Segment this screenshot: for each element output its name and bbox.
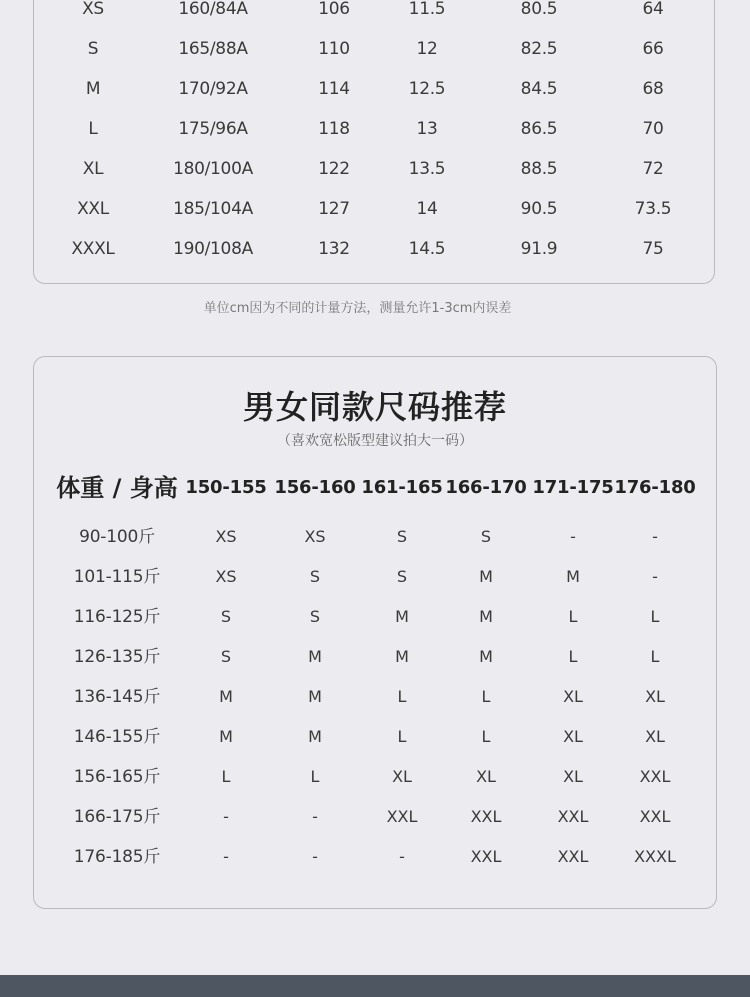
weight-range-label: 116-125斤 — [73, 607, 161, 627]
recommended-size-cell: - — [312, 847, 318, 866]
size-chart-cell: 70 — [642, 119, 664, 139]
size-chart-cell: 185/104A — [173, 199, 253, 219]
recommended-size-cell: XL — [563, 767, 583, 786]
size-chart-cell: 160/84A — [178, 0, 248, 19]
size-chart-cell: 80.5 — [520, 0, 558, 19]
recommendation-row — [0, 725, 750, 749]
recommended-size-cell: XXL — [557, 807, 589, 826]
size-chart-cell: 90.5 — [520, 199, 558, 219]
recommended-size-cell: M — [308, 647, 322, 666]
size-chart-cell: XS — [82, 0, 104, 19]
recommended-size-cell: - — [652, 527, 658, 546]
recommended-size-cell: XL — [563, 687, 583, 706]
recommended-size-cell: L — [481, 687, 491, 706]
size-chart-cell: 132 — [318, 239, 350, 259]
recommended-size-cell: S — [480, 527, 492, 546]
size-chart-row — [0, 117, 750, 141]
size-chart-cell: 122 — [318, 159, 350, 179]
height-range-header: 166-170 — [445, 477, 527, 498]
size-chart-cell: 66 — [642, 39, 664, 59]
size-chart-cell: S — [87, 39, 99, 59]
recommended-size-cell: - — [399, 847, 405, 866]
size-chart-cell: 114 — [318, 79, 350, 99]
recommended-size-cell: M — [395, 647, 409, 666]
recommendation-row — [0, 605, 750, 629]
size-chart-cell: 14.5 — [408, 239, 446, 259]
size-chart-cell: 68 — [642, 79, 664, 99]
size-chart-cell: 180/100A — [173, 159, 253, 179]
recommended-size-cell: L — [650, 647, 660, 666]
size-chart-cell: 106 — [318, 0, 350, 19]
size-chart-cell: L — [88, 119, 98, 139]
measurement-note: 单位cm因为不同的计量方法，测量允许1-3cm内误差 — [203, 301, 512, 316]
recommendation-row — [0, 685, 750, 709]
height-range-header: 171-175 — [532, 477, 614, 498]
size-chart-cell: 82.5 — [520, 39, 558, 59]
weight-range-label: 126-135斤 — [73, 647, 161, 667]
recommended-size-cell: XXL — [639, 767, 671, 786]
size-chart-cell: 86.5 — [520, 119, 558, 139]
recommended-size-cell: XXL — [470, 807, 502, 826]
recommended-size-cell: S — [220, 647, 232, 666]
size-chart-cell: 110 — [318, 39, 350, 59]
recommended-size-cell: XXXL — [634, 847, 676, 866]
weight-range-label: 146-155斤 — [73, 727, 161, 747]
recommended-size-cell: L — [397, 727, 407, 746]
recommended-size-cell: M — [308, 727, 322, 746]
recommendation-subtitle: （喜欢宽松版型建议拍大一码） — [277, 433, 473, 449]
recommendation-row — [0, 565, 750, 589]
recommended-size-cell: M — [308, 687, 322, 706]
recommended-size-cell: L — [650, 607, 660, 626]
recommended-size-cell: - — [312, 807, 318, 826]
weight-height-header: 体重 / 身高 — [56, 474, 178, 502]
recommended-size-cell: XL — [392, 767, 412, 786]
size-chart-cell: 12.5 — [408, 79, 446, 99]
recommended-size-cell: XL — [563, 727, 583, 746]
recommended-size-cell: M — [479, 647, 493, 666]
weight-range-label: 156-165斤 — [73, 767, 161, 787]
recommended-size-cell: L — [568, 607, 578, 626]
recommended-size-cell: M — [566, 567, 580, 586]
recommended-size-cell: M — [395, 607, 409, 626]
recommended-size-cell: M — [219, 687, 233, 706]
recommended-size-cell: L — [221, 767, 231, 786]
recommendation-row — [0, 645, 750, 669]
size-chart-row — [0, 197, 750, 221]
recommended-size-cell: XL — [645, 727, 665, 746]
size-chart-cell: 64 — [642, 0, 664, 19]
recommended-size-cell: - — [652, 567, 658, 586]
recommended-size-cell: L — [481, 727, 491, 746]
recommended-size-cell: M — [479, 567, 493, 586]
size-chart-cell: 170/92A — [178, 79, 248, 99]
size-chart-cell: 175/96A — [178, 119, 248, 139]
weight-range-label: 90-100斤 — [79, 527, 155, 547]
size-chart-cell: 127 — [318, 199, 350, 219]
size-chart-cell: 11.5 — [408, 0, 446, 19]
size-chart-row — [0, 157, 750, 181]
recommendation-row — [0, 765, 750, 789]
recommended-size-cell: XL — [476, 767, 496, 786]
size-chart-cell: 75 — [642, 239, 664, 259]
size-chart-row — [0, 0, 750, 21]
size-chart-cell: 13 — [416, 119, 438, 139]
size-chart-cell: 165/88A — [178, 39, 248, 59]
size-chart-cell: 13.5 — [408, 159, 446, 179]
size-chart-cell: 91.9 — [520, 239, 558, 259]
recommended-size-cell: L — [397, 687, 407, 706]
recommended-size-cell: M — [219, 727, 233, 746]
weight-range-label: 166-175斤 — [73, 807, 161, 827]
size-chart-cell: 14 — [416, 199, 438, 219]
recommendation-row — [0, 525, 750, 549]
recommended-size-cell: S — [396, 527, 408, 546]
recommendation-row — [0, 845, 750, 869]
recommended-size-cell: L — [568, 647, 578, 666]
weight-range-label: 176-185斤 — [73, 847, 161, 867]
recommended-size-cell: S — [220, 607, 232, 626]
recommended-size-cell: S — [396, 567, 408, 586]
recommended-size-cell: XXL — [557, 847, 589, 866]
height-range-header: 156-160 — [274, 477, 356, 498]
recommendation-row — [0, 805, 750, 829]
height-range-header: 161-165 — [361, 477, 443, 498]
size-chart-cell: 72 — [642, 159, 664, 179]
recommended-size-cell: - — [223, 807, 229, 826]
bottom-banner-strip — [0, 975, 750, 997]
size-chart-cell: XXL — [77, 199, 109, 219]
size-chart-row — [0, 37, 750, 61]
recommended-size-cell: - — [570, 527, 576, 546]
recommended-size-cell: XS — [304, 527, 326, 546]
height-range-header: 150-155 — [185, 477, 267, 498]
recommended-size-cell: XXL — [470, 847, 502, 866]
recommendation-title: 男女同款尺码推荐 — [242, 388, 507, 426]
size-chart-row — [0, 237, 750, 261]
recommended-size-cell: XXL — [639, 807, 671, 826]
recommended-size-cell: - — [223, 847, 229, 866]
recommended-size-cell: XXL — [386, 807, 418, 826]
recommended-size-cell: S — [309, 607, 321, 626]
recommended-size-cell: S — [309, 567, 321, 586]
weight-range-label: 101-115斤 — [73, 567, 161, 587]
size-chart-cell: 12 — [416, 39, 438, 59]
size-chart-cell: 84.5 — [520, 79, 558, 99]
size-chart-cell: XL — [82, 159, 104, 179]
size-chart-cell: 118 — [318, 119, 350, 139]
size-chart-cell: 73.5 — [634, 199, 672, 219]
size-chart-row — [0, 77, 750, 101]
size-chart-cell: 190/108A — [173, 239, 253, 259]
recommended-size-cell: XS — [215, 527, 237, 546]
recommended-size-cell: M — [479, 607, 493, 626]
recommended-size-cell: XL — [645, 687, 665, 706]
weight-range-label: 136-145斤 — [73, 687, 161, 707]
recommended-size-cell: L — [310, 767, 320, 786]
height-range-header: 176-180 — [614, 477, 696, 498]
size-chart-cell: M — [85, 79, 101, 99]
recommended-size-cell: XS — [215, 567, 237, 586]
size-chart-cell: 88.5 — [520, 159, 558, 179]
size-chart-cell: XXXL — [71, 239, 115, 259]
